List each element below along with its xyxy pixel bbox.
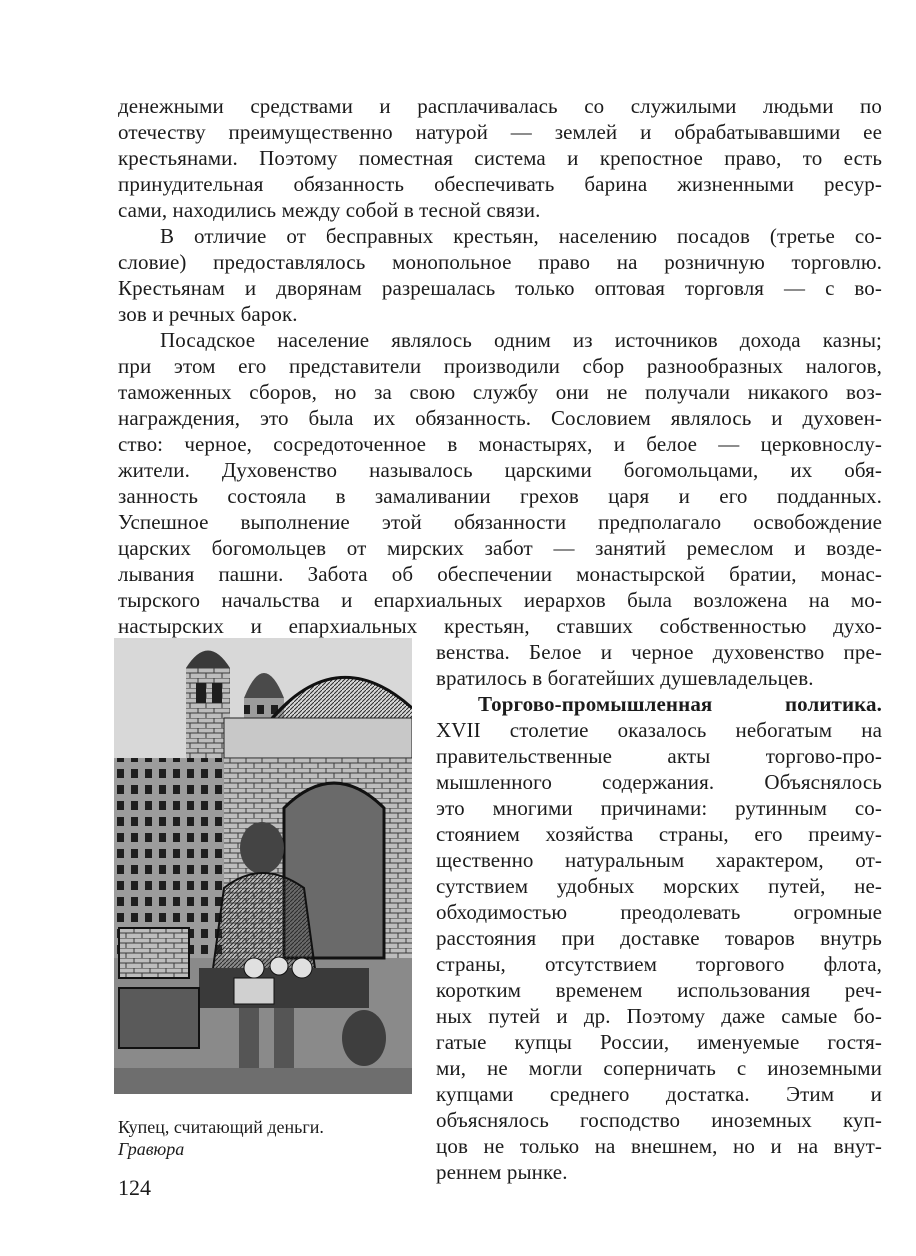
text-line: словие) предоставлялось монопольное право на розничную торговлю.	[118, 250, 882, 274]
text-line: сами, находились между собой в тесной связи.	[118, 198, 541, 222]
engraving-image	[114, 638, 412, 1094]
text-line: это многими причинами: рутинным со-	[436, 796, 882, 820]
figure-caption: Купец, считающий деньги.	[118, 1117, 324, 1137]
section-heading: Торгово-промышленная политика.	[478, 692, 882, 716]
text-line: крестьянами. Поэтому поместная система и крепостное право, то есть	[118, 146, 882, 170]
text-line: правительственные акты торгово-про-	[436, 744, 882, 768]
merchant-engraving	[114, 638, 412, 1094]
text-line: денежными средствами и расплачивалась со служилыми людьми по	[118, 94, 882, 118]
text-line: лывания пашни. Забота об обеспечении монастырской братии, монас-	[118, 562, 882, 586]
text-line: царских богомольцев от мирских забот — занятий ремеслом и возде-	[118, 536, 882, 560]
text-line: зов и речных барок.	[118, 302, 298, 326]
text-line: гатые купцы России, именуемые гостя-	[436, 1030, 882, 1054]
text-line: таможенных сборов, но за свою службу они не получали никакого воз-	[118, 380, 882, 404]
text-line: занность состояла в замаливании грехов царя и его подданных.	[118, 484, 882, 508]
text-line: обходимостью преодолевать огромные	[436, 900, 882, 924]
text-line: Посадское население являлось одним из источников дохода казны;	[160, 328, 882, 352]
text-line: принудительная обязанность обеспечивать барина жизненными ресур-	[118, 172, 882, 196]
text-line: вратилось в богатейших душевладельцев.	[436, 666, 814, 690]
text-line: жители. Духовенство называлось царскими богомольцами, их обя-	[118, 458, 882, 482]
text-line: стоянием хозяйства страны, его преиму-	[436, 822, 882, 846]
text-line: XVII столетие оказалось небогатым на	[436, 718, 882, 742]
text-line: В отличие от бесправных крестьян, населению посадов (третье со-	[160, 224, 882, 248]
text-line: при этом его представители производили сбор разнообразных налогов,	[118, 354, 882, 378]
text-line: страны, отсутствием торгового флота,	[436, 952, 882, 976]
text-line: Успешное выполнение этой обязанности предполагало освобождение	[118, 510, 882, 534]
text-line: мышленного содержания. Объяснялось	[436, 770, 882, 794]
text-line: цов не только на внешнем, но и на внут-	[436, 1134, 882, 1158]
text-line: коротким временем использования реч-	[436, 978, 882, 1002]
page-number: 124	[118, 1175, 151, 1200]
text-line: реннем рынке.	[436, 1160, 568, 1184]
text-line: настырских и епархиальных крестьян, ставших собственностью духо-	[118, 614, 882, 638]
text-line: ми, не могли соперничать с иноземными	[436, 1056, 882, 1080]
text-line: отечеству преимущественно натурой — землей и обрабатывавшими ее	[118, 120, 882, 144]
text-line: сутствием удобных морских путей, не-	[436, 874, 882, 898]
text-line: венства. Белое и черное духовенство пре-	[436, 640, 882, 664]
text-line: тырского начальства и епархиальных иерархов была возложена на мо-	[118, 588, 882, 612]
text-line: расстояния при доставке товаров внутрь	[436, 926, 882, 950]
text-line: купцами среднего достатка. Этим и	[436, 1082, 882, 1106]
text-line: ных путей и др. Поэтому даже самые бо-	[436, 1004, 882, 1028]
text-line: щественно натуральным характером, от-	[436, 848, 882, 872]
text-line: ство: черное, сосредоточенное в монастырях, и белое — церковнослу-	[118, 432, 882, 456]
text-line: награждения, это была их обязанность. Сословием являлось и духовен-	[118, 406, 882, 430]
figure-caption-type: Гравюра	[118, 1139, 185, 1159]
text-line: Крестьянам и дворянам разрешалась только оптовая торговля — с во-	[118, 276, 882, 300]
text-line: объяснялось господство иноземных куп-	[436, 1108, 882, 1132]
